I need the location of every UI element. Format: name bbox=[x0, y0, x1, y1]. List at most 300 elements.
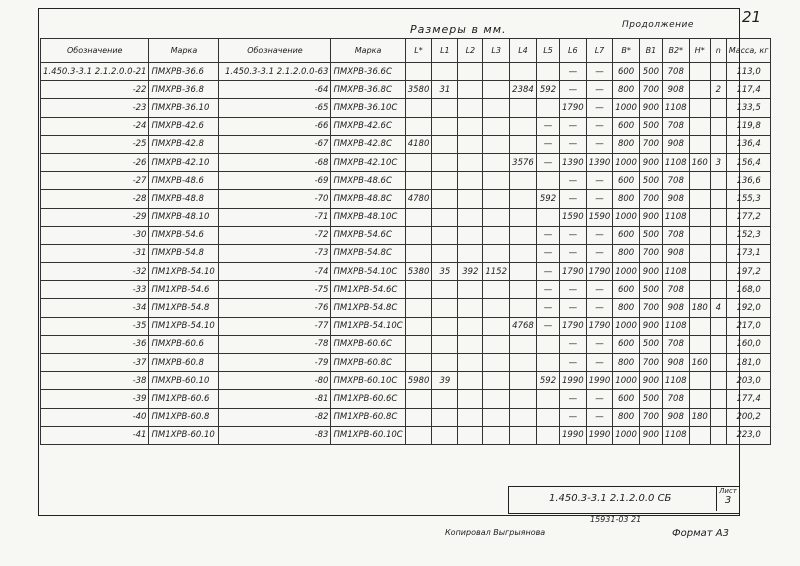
table-cell: 1108 bbox=[662, 99, 689, 117]
table-cell: ПМХРВ-48.8 bbox=[149, 190, 219, 208]
table-cell: ПМХРВ-36.8С bbox=[331, 81, 405, 99]
table-cell bbox=[689, 226, 710, 244]
table-cell: ПМ1ХРВ-54.10С bbox=[331, 317, 405, 335]
column-header: Обозначение bbox=[41, 39, 149, 63]
table-cell bbox=[537, 354, 560, 372]
table-cell: ПМХРВ-60.8 bbox=[149, 354, 219, 372]
table-cell: -40 bbox=[41, 408, 149, 426]
table-cell bbox=[405, 408, 432, 426]
table-cell: -71 bbox=[219, 208, 331, 226]
table-cell: ПМ1ХРВ-54.6 bbox=[149, 281, 219, 299]
table-cell: ПМ1ХРВ-60.6 bbox=[149, 390, 219, 408]
table-cell: 168,0 bbox=[726, 281, 771, 299]
table-cell bbox=[405, 281, 432, 299]
table-cell bbox=[458, 99, 483, 117]
table-cell: 600 bbox=[613, 335, 640, 353]
table-cell bbox=[510, 117, 537, 135]
table-cell: 800 bbox=[613, 190, 640, 208]
table-cell bbox=[689, 426, 710, 444]
table-cell: ПМХРВ-36.10С bbox=[331, 99, 405, 117]
table-cell bbox=[432, 99, 458, 117]
table-cell: 708 bbox=[662, 390, 689, 408]
table-cell: 2384 bbox=[510, 81, 537, 99]
column-header: n bbox=[710, 39, 726, 63]
table-cell bbox=[458, 208, 483, 226]
table-cell: 1108 bbox=[662, 317, 689, 335]
table-cell bbox=[483, 372, 510, 390]
table-cell: -77 bbox=[219, 317, 331, 335]
table-cell: -72 bbox=[219, 226, 331, 244]
table-cell bbox=[432, 208, 458, 226]
table-cell: — bbox=[560, 190, 587, 208]
table-cell bbox=[689, 208, 710, 226]
table-cell bbox=[510, 372, 537, 390]
table-cell: — bbox=[586, 281, 613, 299]
table-cell bbox=[689, 99, 710, 117]
column-header: B2* bbox=[662, 39, 689, 63]
table-cell: ПМХРВ-54.8С bbox=[331, 244, 405, 262]
table-cell: — bbox=[560, 408, 587, 426]
table-cell: 156,4 bbox=[726, 153, 771, 171]
table-cell: 900 bbox=[639, 208, 662, 226]
table-cell bbox=[432, 153, 458, 171]
table-cell: 708 bbox=[662, 281, 689, 299]
table-cell: — bbox=[560, 335, 587, 353]
table-cell bbox=[458, 172, 483, 190]
table-row bbox=[41, 63, 771, 81]
table-cell bbox=[405, 426, 432, 444]
table-cell bbox=[458, 317, 483, 335]
table-cell: — bbox=[537, 153, 560, 171]
table-cell: -64 bbox=[219, 81, 331, 99]
table-cell: — bbox=[560, 135, 587, 153]
table-cell: 180 bbox=[689, 299, 710, 317]
table-cell: 708 bbox=[662, 172, 689, 190]
table-cell: 1990 bbox=[586, 426, 613, 444]
table-cell: — bbox=[560, 244, 587, 262]
table-cell bbox=[405, 390, 432, 408]
table-cell: ПМ1ХРВ-54.6С bbox=[331, 281, 405, 299]
column-header: L* bbox=[405, 39, 432, 63]
table-cell: 2 bbox=[710, 81, 726, 99]
table-cell bbox=[405, 153, 432, 171]
table-cell: — bbox=[560, 226, 587, 244]
table-cell bbox=[510, 172, 537, 190]
table-cell bbox=[458, 226, 483, 244]
table-cell: -33 bbox=[41, 281, 149, 299]
table-cell: ПМХРВ-60.10С bbox=[331, 372, 405, 390]
table-cell: 160,0 bbox=[726, 335, 771, 353]
table-cell: ПМХРВ-36.8 bbox=[149, 81, 219, 99]
table-cell bbox=[458, 408, 483, 426]
table-cell: 1990 bbox=[560, 426, 587, 444]
table-cell: 160 bbox=[689, 153, 710, 171]
table-cell: 708 bbox=[662, 226, 689, 244]
table-cell: 600 bbox=[613, 117, 640, 135]
table-cell bbox=[458, 244, 483, 262]
table-cell: -34 bbox=[41, 299, 149, 317]
table-cell bbox=[458, 153, 483, 171]
table-row bbox=[41, 226, 771, 244]
table-cell bbox=[483, 317, 510, 335]
table-cell: 3580 bbox=[405, 81, 432, 99]
table-cell bbox=[432, 226, 458, 244]
table-cell: 700 bbox=[639, 354, 662, 372]
table-cell: — bbox=[586, 99, 613, 117]
table-cell: 180 bbox=[689, 408, 710, 426]
table-cell bbox=[432, 135, 458, 153]
table-cell: -79 bbox=[219, 354, 331, 372]
table-cell: — bbox=[537, 281, 560, 299]
table-cell: 900 bbox=[639, 99, 662, 117]
table-cell: -36 bbox=[41, 335, 149, 353]
table-cell: ПМХРВ-42.8 bbox=[149, 135, 219, 153]
table-cell bbox=[458, 299, 483, 317]
table-cell: ПМ1ХРВ-60.8С bbox=[331, 408, 405, 426]
table-cell bbox=[458, 63, 483, 81]
column-header: Марка bbox=[331, 39, 405, 63]
table-cell: 200,2 bbox=[726, 408, 771, 426]
table-cell bbox=[710, 63, 726, 81]
table-cell: -23 bbox=[41, 99, 149, 117]
table-cell: — bbox=[560, 281, 587, 299]
table-cell bbox=[510, 263, 537, 281]
table-cell: 1000 bbox=[613, 263, 640, 281]
table-cell: ПМХРВ-42.10С bbox=[331, 153, 405, 171]
table-cell: ПМХРВ-48.6 bbox=[149, 172, 219, 190]
table-cell: ПМХРВ-60.6 bbox=[149, 335, 219, 353]
table-cell bbox=[710, 263, 726, 281]
table-cell: 908 bbox=[662, 354, 689, 372]
table-cell bbox=[710, 390, 726, 408]
table-cell bbox=[483, 63, 510, 81]
table-cell: 592 bbox=[537, 81, 560, 99]
table-cell bbox=[405, 335, 432, 353]
table-cell: — bbox=[560, 354, 587, 372]
table-cell bbox=[483, 281, 510, 299]
table-cell: 1390 bbox=[586, 153, 613, 171]
table-cell: ПМХРВ-48.10С bbox=[331, 208, 405, 226]
table-cell bbox=[689, 317, 710, 335]
table-cell: 5380 bbox=[405, 263, 432, 281]
table-row bbox=[41, 354, 771, 372]
table-cell bbox=[710, 172, 726, 190]
table-cell: 4 bbox=[710, 299, 726, 317]
table-cell: — bbox=[560, 117, 587, 135]
table-cell: 181,0 bbox=[726, 354, 771, 372]
table-cell bbox=[710, 135, 726, 153]
table-cell: 708 bbox=[662, 335, 689, 353]
table-cell bbox=[458, 426, 483, 444]
table-cell: 5980 bbox=[405, 372, 432, 390]
table-cell: 1000 bbox=[613, 153, 640, 171]
table-cell bbox=[483, 153, 510, 171]
table-cell: 700 bbox=[639, 135, 662, 153]
table-row bbox=[41, 426, 771, 444]
table-cell bbox=[710, 208, 726, 226]
table-cell bbox=[458, 190, 483, 208]
table-cell bbox=[710, 117, 726, 135]
table-cell: -26 bbox=[41, 153, 149, 171]
table-cell: 1000 bbox=[613, 426, 640, 444]
table-cell: 152,3 bbox=[726, 226, 771, 244]
table-cell bbox=[710, 372, 726, 390]
table-cell bbox=[537, 172, 560, 190]
table-cell: 1000 bbox=[613, 99, 640, 117]
table-cell: ПМ1ХРВ-60.8 bbox=[149, 408, 219, 426]
table-cell bbox=[689, 281, 710, 299]
table-cell: — bbox=[586, 226, 613, 244]
table-cell: 1000 bbox=[613, 372, 640, 390]
table-row bbox=[41, 372, 771, 390]
table-cell: 192,0 bbox=[726, 299, 771, 317]
table-cell bbox=[510, 281, 537, 299]
table-cell: ПМХРВ-54.8 bbox=[149, 244, 219, 262]
table-row bbox=[41, 99, 771, 117]
table-cell bbox=[510, 99, 537, 117]
table-cell: 900 bbox=[639, 372, 662, 390]
table-cell bbox=[432, 408, 458, 426]
table-cell: ПМХРВ-36.6 bbox=[149, 63, 219, 81]
table-cell bbox=[537, 390, 560, 408]
table-cell: — bbox=[586, 390, 613, 408]
table-cell: 31 bbox=[432, 81, 458, 99]
table-cell: 700 bbox=[639, 244, 662, 262]
table-cell: — bbox=[586, 190, 613, 208]
table-cell: 1000 bbox=[613, 317, 640, 335]
table-cell bbox=[405, 317, 432, 335]
table-cell: ПМХРВ-48.10 bbox=[149, 208, 219, 226]
table-cell bbox=[483, 135, 510, 153]
table-cell: 203,0 bbox=[726, 372, 771, 390]
table-cell: 1790 bbox=[560, 263, 587, 281]
table-cell: 500 bbox=[639, 390, 662, 408]
table-cell bbox=[710, 426, 726, 444]
table-row bbox=[41, 335, 771, 353]
table-cell bbox=[689, 190, 710, 208]
table-cell bbox=[710, 335, 726, 353]
table-cell: 1108 bbox=[662, 263, 689, 281]
table-cell: 708 bbox=[662, 117, 689, 135]
table-cell: 160 bbox=[689, 354, 710, 372]
table-cell bbox=[483, 244, 510, 262]
table-cell bbox=[510, 426, 537, 444]
table-cell: — bbox=[586, 354, 613, 372]
table-cell: -67 bbox=[219, 135, 331, 153]
table-cell: -65 bbox=[219, 99, 331, 117]
table-cell bbox=[510, 226, 537, 244]
table-header-row bbox=[41, 39, 771, 63]
table-cell bbox=[510, 208, 537, 226]
table-cell: 800 bbox=[613, 408, 640, 426]
table-cell: 1152 bbox=[483, 263, 510, 281]
table-cell: ПМ1ХРВ-60.10С bbox=[331, 426, 405, 444]
table-cell: 119,8 bbox=[726, 117, 771, 135]
table-cell bbox=[432, 63, 458, 81]
table-row bbox=[41, 190, 771, 208]
table-cell: ПМХРВ-36.6С bbox=[331, 63, 405, 81]
column-header: L5 bbox=[537, 39, 560, 63]
table-cell bbox=[405, 299, 432, 317]
table-cell bbox=[483, 354, 510, 372]
table-cell bbox=[405, 354, 432, 372]
table-row bbox=[41, 317, 771, 335]
table-cell: ПМ1ХРВ-54.8С bbox=[331, 299, 405, 317]
table-cell: 908 bbox=[662, 408, 689, 426]
column-header: L1 bbox=[432, 39, 458, 63]
table-cell: -75 bbox=[219, 281, 331, 299]
table-cell: — bbox=[537, 263, 560, 281]
table-cell: 1.450.3-3.1 2.1.2.0.0-63 bbox=[219, 63, 331, 81]
table-cell: 700 bbox=[639, 190, 662, 208]
table-cell bbox=[405, 172, 432, 190]
column-header: L2 bbox=[458, 39, 483, 63]
table-cell: 1.450.3-3.1 2.1.2.0.0-21 bbox=[41, 63, 149, 81]
table-cell: 700 bbox=[639, 299, 662, 317]
table-cell bbox=[458, 135, 483, 153]
table-cell: 1390 bbox=[560, 153, 587, 171]
table-cell bbox=[483, 408, 510, 426]
table-cell bbox=[432, 244, 458, 262]
table-cell bbox=[483, 172, 510, 190]
table-cell: -74 bbox=[219, 263, 331, 281]
table-cell bbox=[537, 63, 560, 81]
table-cell bbox=[483, 335, 510, 353]
table-cell bbox=[510, 335, 537, 353]
table-row bbox=[41, 390, 771, 408]
table-cell: -68 bbox=[219, 153, 331, 171]
table-cell bbox=[537, 99, 560, 117]
table-cell: -66 bbox=[219, 117, 331, 135]
table-cell: 700 bbox=[639, 408, 662, 426]
table-cell bbox=[483, 299, 510, 317]
table-cell: 700 bbox=[639, 81, 662, 99]
table-cell: ПМ1ХРВ-54.8 bbox=[149, 299, 219, 317]
table-row bbox=[41, 263, 771, 281]
table-cell bbox=[537, 335, 560, 353]
table-cell: — bbox=[537, 135, 560, 153]
table-cell: ПМ1ХРВ-60.10 bbox=[149, 426, 219, 444]
table-cell bbox=[689, 172, 710, 190]
table-cell: -73 bbox=[219, 244, 331, 262]
table-cell: 173,1 bbox=[726, 244, 771, 262]
table-cell bbox=[405, 226, 432, 244]
column-header: B1 bbox=[639, 39, 662, 63]
table-cell: 136,6 bbox=[726, 172, 771, 190]
table-cell: -83 bbox=[219, 426, 331, 444]
table-cell: ПМХРВ-48.8С bbox=[331, 190, 405, 208]
table-cell: -78 bbox=[219, 335, 331, 353]
column-header: B* bbox=[613, 39, 640, 63]
table-row bbox=[41, 299, 771, 317]
table-cell: 800 bbox=[613, 81, 640, 99]
table-cell bbox=[458, 281, 483, 299]
table-row bbox=[41, 153, 771, 171]
table-cell: 900 bbox=[639, 263, 662, 281]
table-cell: — bbox=[537, 226, 560, 244]
table-cell: 1590 bbox=[560, 208, 587, 226]
table-cell: — bbox=[586, 117, 613, 135]
table-cell bbox=[510, 244, 537, 262]
table-cell: -25 bbox=[41, 135, 149, 153]
table-cell: 592 bbox=[537, 190, 560, 208]
column-header: Масса, кг bbox=[726, 39, 771, 63]
table-cell: 35 bbox=[432, 263, 458, 281]
table-cell: ПМ1ХРВ-54.10 bbox=[149, 317, 219, 335]
table-cell: -35 bbox=[41, 317, 149, 335]
table-cell bbox=[710, 354, 726, 372]
table-cell: 1990 bbox=[560, 372, 587, 390]
table-cell bbox=[510, 63, 537, 81]
table-cell bbox=[710, 226, 726, 244]
table-cell: ПМХРВ-42.6 bbox=[149, 117, 219, 135]
table-cell bbox=[458, 117, 483, 135]
table-cell: ПМ1ХРВ-60.6С bbox=[331, 390, 405, 408]
table-cell bbox=[689, 135, 710, 153]
table-cell bbox=[432, 281, 458, 299]
table-cell bbox=[432, 390, 458, 408]
table-cell: 3576 bbox=[510, 153, 537, 171]
table-cell bbox=[405, 208, 432, 226]
table-cell bbox=[689, 263, 710, 281]
table-cell: — bbox=[537, 117, 560, 135]
table-cell: 133,5 bbox=[726, 99, 771, 117]
table-cell: -28 bbox=[41, 190, 149, 208]
table-cell bbox=[710, 190, 726, 208]
table-cell: 500 bbox=[639, 335, 662, 353]
table-cell: — bbox=[586, 408, 613, 426]
table-cell bbox=[432, 354, 458, 372]
table-cell: -32 bbox=[41, 263, 149, 281]
table-cell bbox=[483, 81, 510, 99]
table-cell: 155,3 bbox=[726, 190, 771, 208]
table-cell: 223,0 bbox=[726, 426, 771, 444]
table-cell: -24 bbox=[41, 117, 149, 135]
table-cell: -76 bbox=[219, 299, 331, 317]
table-row bbox=[41, 172, 771, 190]
table-cell: 500 bbox=[639, 172, 662, 190]
table-cell bbox=[483, 426, 510, 444]
table-cell: 500 bbox=[639, 63, 662, 81]
table-cell bbox=[689, 335, 710, 353]
table-cell bbox=[510, 299, 537, 317]
table-cell bbox=[432, 190, 458, 208]
table-cell: — bbox=[560, 299, 587, 317]
table-cell bbox=[689, 390, 710, 408]
table-cell: 136,4 bbox=[726, 135, 771, 153]
table-cell: 117,4 bbox=[726, 81, 771, 99]
table-cell: — bbox=[560, 81, 587, 99]
table-row bbox=[41, 281, 771, 299]
table-cell: ПМХРВ-54.10С bbox=[331, 263, 405, 281]
table-cell: 39 bbox=[432, 372, 458, 390]
table-cell bbox=[710, 317, 726, 335]
column-header: Марка bbox=[149, 39, 219, 63]
table-cell: 708 bbox=[662, 63, 689, 81]
table-cell bbox=[458, 81, 483, 99]
table-cell bbox=[432, 317, 458, 335]
table-cell: 113,0 bbox=[726, 63, 771, 81]
table-cell: 177,4 bbox=[726, 390, 771, 408]
table-cell: — bbox=[537, 317, 560, 335]
table-cell bbox=[405, 117, 432, 135]
table-cell: 1108 bbox=[662, 426, 689, 444]
table-cell bbox=[510, 190, 537, 208]
table-cell: 800 bbox=[613, 135, 640, 153]
table-cell bbox=[537, 208, 560, 226]
table-cell: -37 bbox=[41, 354, 149, 372]
table-cell bbox=[483, 190, 510, 208]
